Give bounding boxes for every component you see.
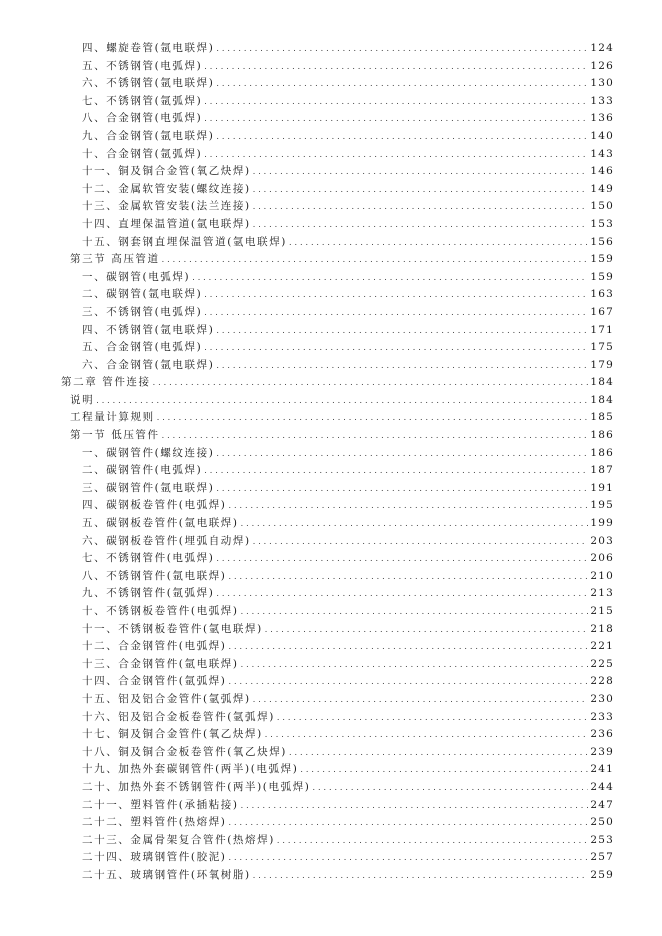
toc-entry-title: 十四、合金钢管件(氩弧焊)	[82, 675, 227, 688]
toc-entry-page-number: 167	[590, 305, 614, 318]
dot-leader	[204, 339, 588, 357]
toc-entry-page-number: 195	[590, 499, 614, 512]
toc-entry[interactable]	[0, 797, 662, 815]
toc-entry-title: 十一、不锈钢板卷管件(氩电联焊)	[82, 622, 263, 635]
dot-leader	[204, 286, 588, 304]
toc-entry[interactable]	[0, 621, 662, 639]
dot-leader	[96, 392, 588, 410]
toc-entry-page-number: 171	[590, 323, 614, 336]
toc-entry[interactable]	[0, 550, 662, 568]
toc-entry-page-number: 228	[590, 675, 614, 688]
toc-entry-title: 二十三、金属骨架复合管件(热熔焊)	[82, 833, 275, 846]
toc-entry-page-number: 133	[590, 94, 614, 107]
toc-entry-title: 十五、铝及铝合金管件(氩弧焊)	[82, 692, 251, 705]
toc-entry[interactable]	[0, 673, 662, 691]
toc-entry-page-number: 250	[590, 816, 614, 829]
toc-entry-page-number: 186	[590, 446, 614, 459]
toc-entry-title: 十一、铜及铜合金管(氧乙炔焊)	[82, 165, 251, 178]
toc-page	[0, 40, 662, 885]
toc-entry[interactable]	[0, 691, 662, 709]
toc-entry[interactable]	[0, 603, 662, 621]
toc-entry-page-number: 247	[590, 798, 614, 811]
dot-leader	[253, 691, 589, 709]
dot-leader	[253, 181, 589, 199]
toc-entry-page-number: 199	[590, 517, 614, 530]
toc-entry[interactable]	[0, 497, 662, 515]
dot-leader	[253, 216, 589, 234]
toc-entry-title: 十四、直埋保温管道(氩电联焊)	[82, 217, 251, 230]
toc-entry[interactable]	[0, 568, 662, 586]
toc-entry[interactable]	[0, 744, 662, 762]
dot-leader	[265, 726, 589, 744]
toc-entry[interactable]	[0, 427, 662, 445]
toc-entry[interactable]	[0, 374, 662, 392]
toc-entry-page-number: 253	[590, 833, 614, 846]
toc-entry-title: 二十四、玻璃钢管件(胶泥)	[82, 851, 227, 864]
dot-leader	[216, 322, 588, 340]
toc-entry-title: 九、不锈钢管件(氩弧焊)	[82, 587, 215, 600]
toc-entry-title: 五、合金钢管(电弧焊)	[82, 341, 203, 354]
toc-entry-page-number: 159	[590, 253, 614, 266]
toc-entry-page-number: 143	[590, 147, 614, 160]
toc-entry[interactable]	[0, 75, 662, 93]
toc-entry[interactable]	[0, 814, 662, 832]
toc-entry-title: 十五、钢套钢直埋保温管道(氩电联焊)	[82, 235, 287, 248]
toc-entry[interactable]	[0, 849, 662, 867]
toc-entry-title: 八、合金钢管(电弧焊)	[82, 112, 203, 125]
dot-leader	[216, 357, 588, 375]
dot-leader	[229, 814, 589, 832]
toc-entry-title: 第一节 低压管件	[70, 429, 160, 442]
toc-entry-page-number: 239	[590, 745, 614, 758]
toc-entry-title: 三、不锈钢管(电弧焊)	[82, 305, 203, 318]
toc-entry[interactable]	[0, 726, 662, 744]
toc-entry[interactable]	[0, 40, 662, 58]
dot-leader	[204, 304, 588, 322]
toc-entry[interactable]	[0, 58, 662, 76]
toc-entry-title: 十八、铜及铜合金板卷管件(氧乙炔焊)	[82, 745, 287, 758]
dot-leader	[300, 761, 588, 779]
toc-entry[interactable]	[0, 480, 662, 498]
toc-entry-title: 第二章 管件连接	[61, 376, 151, 389]
toc-entry-page-number: 244	[590, 780, 614, 793]
toc-entry-page-number: 230	[590, 692, 614, 705]
toc-entry[interactable]	[0, 146, 662, 164]
toc-entry[interactable]	[0, 638, 662, 656]
toc-entry-title: 二十二、塑料管件(热熔焊)	[82, 816, 227, 829]
toc-entry[interactable]	[0, 181, 662, 199]
dot-leader	[216, 128, 588, 146]
dot-leader	[216, 480, 588, 498]
toc-entry[interactable]	[0, 216, 662, 234]
toc-entry-title: 四、螺旋卷管(氩电联焊)	[82, 42, 215, 54]
toc-entry-page-number: 150	[590, 200, 614, 213]
toc-entry[interactable]	[0, 761, 662, 779]
toc-entry-title: 十九、加热外套碳钢管件(两半)(电弧焊)	[82, 763, 299, 776]
dot-leader	[253, 867, 589, 885]
toc-entry-page-number: 203	[590, 534, 614, 547]
toc-entry-page-number: 236	[590, 728, 614, 741]
toc-entry-page-number: 241	[590, 763, 614, 776]
dot-leader	[204, 93, 588, 111]
toc-entry[interactable]	[0, 339, 662, 357]
toc-entry-page-number: 184	[590, 393, 614, 406]
toc-entry[interactable]	[0, 93, 662, 111]
toc-entry[interactable]	[0, 128, 662, 146]
dot-leader	[229, 497, 589, 515]
toc-entry[interactable]	[0, 515, 662, 533]
toc-entry[interactable]	[0, 110, 662, 128]
toc-entry-title: 十、合金钢管(氩弧焊)	[82, 147, 203, 160]
dot-leader	[313, 779, 589, 797]
dot-leader	[289, 234, 588, 252]
toc-entry-title: 十、不锈钢板卷管件(电弧焊)	[82, 605, 239, 617]
toc-entry-page-number: 175	[590, 341, 614, 354]
toc-entry-title: 十三、合金钢管件(氩电联焊)	[82, 657, 239, 670]
dot-leader	[265, 621, 589, 639]
toc-entry-page-number: 153	[590, 217, 614, 230]
toc-entry[interactable]	[0, 304, 662, 322]
toc-entry-page-number: 257	[590, 851, 614, 864]
toc-entry-title: 十二、合金钢管件(电弧焊)	[82, 640, 227, 653]
toc-entry-page-number: 225	[590, 657, 614, 670]
dot-leader	[241, 603, 589, 621]
toc-entry-page-number: 126	[590, 59, 614, 72]
toc-entry-title: 十二、金属软管安装(螺纹连接)	[82, 182, 251, 195]
toc-entry-page-number: 191	[590, 481, 614, 494]
toc-entry[interactable]	[0, 198, 662, 216]
toc-entry[interactable]	[0, 286, 662, 304]
toc-entry-title: 三、碳钢管件(氩电联焊)	[82, 481, 215, 494]
dot-leader	[229, 849, 589, 867]
toc-entry[interactable]	[0, 269, 662, 287]
toc-entry[interactable]	[0, 832, 662, 850]
toc-entry-page-number: 206	[590, 552, 614, 565]
toc-entry-page-number: 213	[590, 587, 614, 600]
toc-entry-page-number: 156	[590, 235, 614, 248]
toc-entry-title: 九、合金钢管(氩电联焊)	[82, 129, 215, 142]
dot-leader	[277, 709, 588, 727]
dot-leader	[241, 656, 589, 674]
dot-leader	[192, 269, 588, 287]
dot-leader	[216, 550, 588, 568]
toc-entry-page-number: 136	[590, 112, 614, 125]
toc-entry[interactable]	[0, 163, 662, 181]
toc-entry[interactable]	[0, 533, 662, 551]
toc-entry-title: 二十一、塑料管件(承插粘接)	[82, 798, 239, 811]
toc-entry-title: 一、碳钢管(电弧焊)	[82, 270, 191, 283]
dot-leader	[241, 797, 589, 815]
dot-leader	[253, 163, 589, 181]
toc-entry-title: 十七、铜及铜合金管件(氧乙炔焊)	[82, 728, 263, 741]
toc-entry-title: 一、碳钢管件(螺纹连接)	[82, 446, 215, 459]
dot-leader	[253, 198, 589, 216]
toc-entry-page-number: 259	[590, 868, 614, 881]
dot-leader	[241, 515, 589, 533]
toc-entry-title: 十三、金属软管安装(法兰连接)	[82, 200, 251, 213]
toc-entry-title: 七、不锈钢管件(电弧焊)	[82, 552, 215, 565]
toc-entry-title: 八、不锈钢管件(氩电联焊)	[82, 569, 227, 582]
dot-leader	[162, 427, 589, 445]
toc-entry[interactable]	[0, 867, 662, 885]
dot-leader	[204, 462, 588, 480]
toc-entry-title: 二十、加热外套不锈钢管件(两半)(电弧焊)	[82, 780, 311, 793]
toc-entry[interactable]	[0, 409, 662, 427]
toc-entry[interactable]	[0, 462, 662, 480]
toc-entry[interactable]	[0, 392, 662, 410]
toc-entry-page-number: 221	[590, 640, 614, 653]
dot-leader	[162, 251, 589, 269]
toc-entry-page-number: 130	[590, 77, 614, 90]
toc-entry[interactable]	[0, 709, 662, 727]
dot-leader	[229, 568, 589, 586]
toc-entry[interactable]	[0, 234, 662, 252]
dot-leader	[216, 40, 588, 58]
dot-leader	[216, 445, 588, 463]
dot-leader	[216, 75, 588, 93]
toc-entry-title: 五、不锈钢管(电弧焊)	[82, 59, 203, 72]
toc-entry-title: 说明	[70, 393, 95, 406]
toc-entry-title: 六、不锈钢管(氩电联焊)	[82, 77, 215, 90]
dot-leader	[277, 832, 588, 850]
dot-leader	[204, 110, 588, 128]
toc-entry-title: 二、碳钢管(氩电联焊)	[82, 288, 203, 301]
toc-entry-page-number: 210	[590, 569, 614, 582]
toc-entry-page-number: 163	[590, 288, 614, 301]
toc-entry[interactable]	[0, 779, 662, 797]
dot-leader	[289, 744, 588, 762]
toc-entry-page-number: 215	[590, 605, 614, 617]
dot-leader	[204, 58, 588, 76]
toc-entry-title: 工程量计算规则	[70, 411, 155, 424]
toc-entry-page-number: 179	[590, 358, 614, 371]
toc-entry[interactable]	[0, 656, 662, 674]
toc-entry-page-number: 185	[590, 411, 614, 424]
toc-entry[interactable]	[0, 357, 662, 375]
dot-leader	[229, 638, 589, 656]
dot-leader	[216, 585, 588, 603]
toc-entry-page-number: 184	[590, 376, 614, 389]
toc-entry-title: 第三节 高压管道	[70, 253, 160, 266]
toc-entry-page-number: 186	[590, 429, 614, 442]
dot-leader	[157, 409, 589, 427]
toc-entry-page-number: 146	[590, 165, 614, 178]
dot-leader	[204, 146, 588, 164]
toc-entry-title: 四、碳钢板卷管件(电弧焊)	[82, 499, 227, 512]
toc-entry-page-number: 149	[590, 182, 614, 195]
toc-entry-title: 六、碳钢板卷管件(埋弧自动焊)	[82, 534, 251, 547]
toc-entry-page-number: 233	[590, 710, 614, 723]
dot-leader	[153, 374, 589, 392]
toc-entry-title: 二、碳钢管件(电弧焊)	[82, 464, 203, 477]
dot-leader	[253, 533, 589, 551]
toc-entry-title: 七、不锈钢管(氩弧焊)	[82, 94, 203, 107]
toc-entry-title: 四、不锈钢管(氩电联焊)	[82, 323, 215, 336]
toc-entry-title: 二十五、玻璃钢管件(环氧树脂)	[82, 868, 251, 881]
toc-entry[interactable]	[0, 585, 662, 603]
toc-entry-title: 五、碳钢板卷管件(氩电联焊)	[82, 517, 239, 530]
toc-entry[interactable]	[0, 251, 662, 269]
dot-leader	[229, 673, 589, 691]
toc-entry-page-number: 124	[590, 42, 614, 54]
toc-entry-page-number: 140	[590, 129, 614, 142]
toc-entry-page-number: 187	[590, 464, 614, 477]
toc-entry-title: 十六、铝及铝合金板卷管件(氩弧焊)	[82, 710, 275, 723]
toc-entry-title: 六、合金钢管(氩电联焊)	[82, 358, 215, 371]
toc-entry-page-number: 218	[590, 622, 614, 635]
toc-entry-page-number: 159	[590, 270, 614, 283]
toc-entry[interactable]	[0, 445, 662, 463]
toc-entry[interactable]	[0, 322, 662, 340]
